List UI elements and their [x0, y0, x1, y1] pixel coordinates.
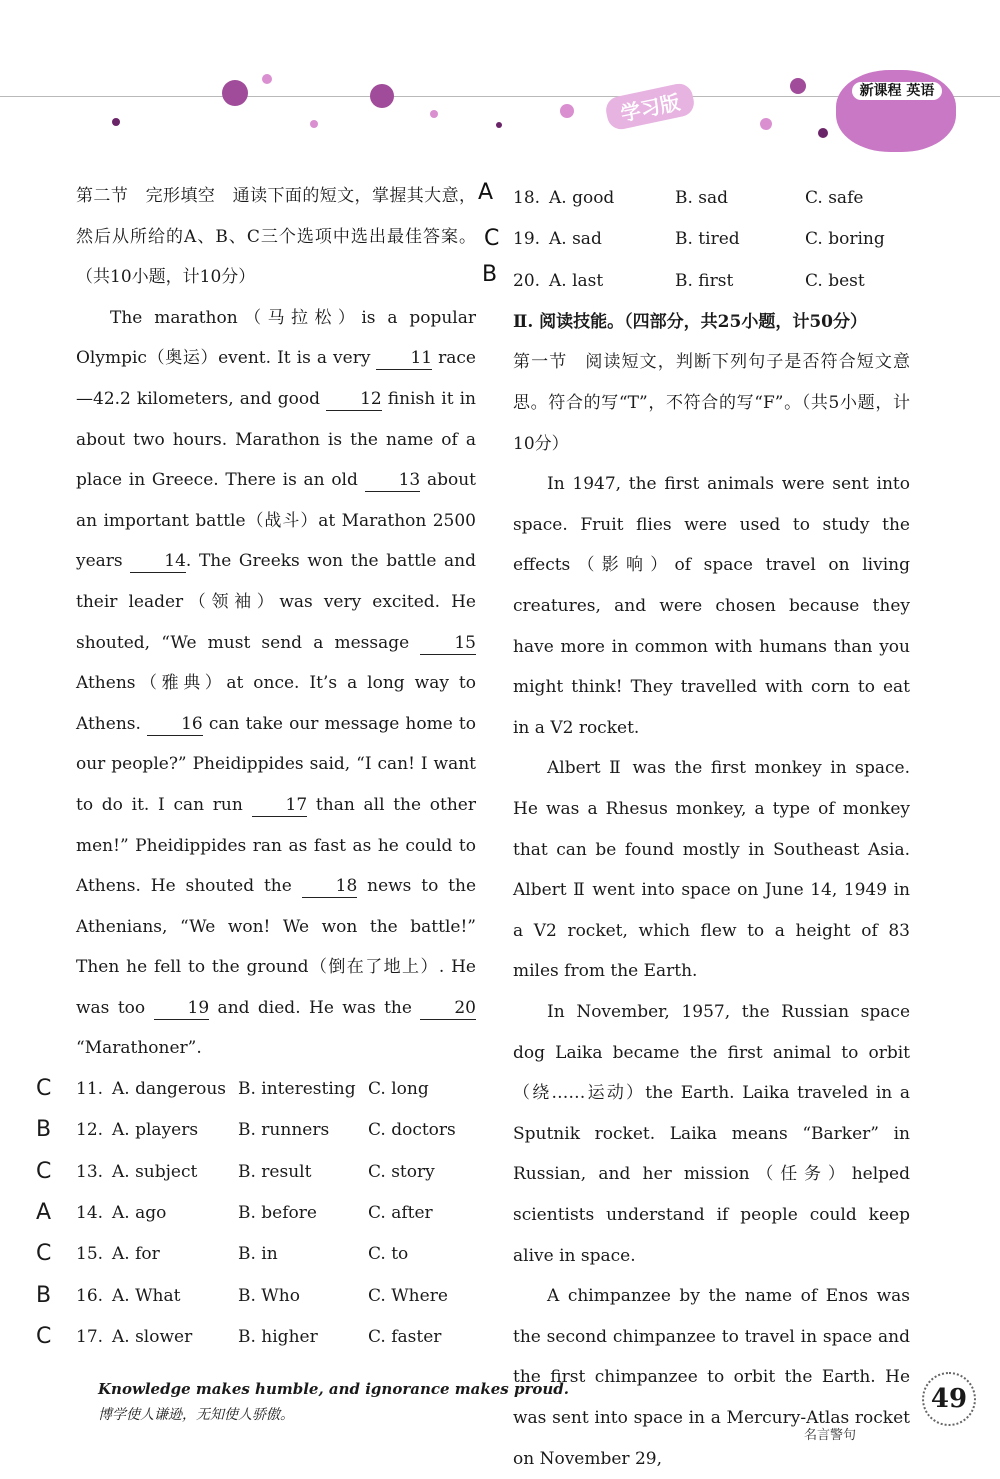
cloze-blank: 20: [420, 997, 476, 1020]
option-b: B. runners: [238, 1120, 330, 1141]
cloze-passage: [76, 298, 476, 1069]
option-a: A. players: [112, 1120, 199, 1141]
question-number: 17.: [76, 1326, 104, 1347]
question-number: 13.: [76, 1161, 104, 1182]
footer-quote-english: Knowledge makes humble, and ignorance makes proud.: [98, 1380, 569, 1398]
handwritten-answer: C: [36, 1323, 52, 1349]
question-row: [36, 1069, 476, 1110]
question-row: [36, 1276, 476, 1317]
left-column: [36, 176, 477, 1358]
option-b: B. Who: [238, 1285, 300, 1306]
decor-dot: [496, 122, 502, 128]
option-b: B. interesting: [238, 1079, 356, 1100]
decor-dot: [760, 118, 772, 130]
option-b: B. result: [238, 1161, 312, 1182]
passage-text: The marathon（马拉松）is a popular Olympic（奥运）event. It is a very: [76, 307, 476, 369]
decor-dot: [560, 104, 574, 118]
decor-dot: [370, 84, 394, 108]
cloze-blank: 15: [420, 632, 476, 655]
reading-section-title: 第一节 阅读短文，判断下列句子是否符合短文意思。符合的写“T”，不符合的写“F”。（共5小题，计10分）: [513, 352, 910, 454]
decor-dot: [222, 80, 248, 106]
question-row: [36, 1234, 476, 1275]
passage-text: finish it in about two hours. Marathon is the name of a place in Greece. There is an old: [76, 388, 477, 491]
question-row: [36, 1193, 476, 1234]
handwritten-answer: A: [36, 1199, 52, 1225]
option-b: B. tired: [675, 229, 740, 250]
question-number: 15.: [76, 1244, 104, 1265]
cloze-blank: 12: [326, 388, 382, 411]
option-b: B. sad: [675, 188, 729, 208]
handwritten-answer: A: [478, 180, 494, 205]
question-row: [513, 261, 910, 302]
footer-label: 名言警句: [804, 1428, 857, 1443]
passage-text: “Marathoner”.: [76, 1038, 202, 1059]
handwritten-answer: C: [36, 1158, 52, 1184]
option-a: A. sad: [549, 229, 602, 250]
option-c: C. story: [368, 1161, 435, 1182]
passage-text: can take our message home to our people?” Pheidippides said, “I can! I want to do it. I can run: [76, 713, 476, 815]
option-c: C. doctors: [368, 1120, 456, 1141]
option-b: B. before: [238, 1202, 317, 1223]
cloze-blank: 18: [302, 875, 358, 898]
reading-paragraph: A chimpanzee by the name of Enos was the second chimpanzee to travel in space and the first chimpanzee to orbit the Earth. He was sent into space in a Mercury-Atlas rocket on November 29,: [513, 1286, 910, 1469]
decor-dot: [818, 128, 828, 138]
reading-paragraph: Albert Ⅱ was the first monkey in space. He was a Rhesus monkey, a type of monkey that can be found mostly in Southeast Asia. Albert Ⅱ went into space on June 14, 1949 in a V2 rocket, which flew to a height of 83 miles from the Earth.: [513, 758, 910, 982]
option-c: C. boring: [805, 229, 885, 250]
cloze-blank: 19: [154, 997, 210, 1020]
question-row: [513, 219, 910, 260]
footer-quote-chinese: 博学使人谦逊，无知使人骄傲。: [98, 1407, 294, 1423]
cloze-blank: 13: [365, 469, 421, 492]
option-b: B. first: [675, 270, 734, 291]
question-row: [36, 1317, 476, 1358]
handwritten-answer: B: [36, 1117, 52, 1143]
option-c: C. after: [368, 1202, 433, 1223]
passage-text: and died. He was the: [209, 997, 421, 1018]
option-a: A. good: [549, 188, 615, 208]
question-number: 16.: [76, 1285, 104, 1306]
passage-text: race—42.2 kilometers, and good: [76, 348, 476, 409]
option-a: A. dangerous: [112, 1079, 227, 1100]
decor-dot: [790, 78, 806, 94]
question-row: [513, 178, 910, 219]
option-b: B. in: [238, 1244, 278, 1265]
cloze-blank: 14: [130, 550, 186, 573]
handwritten-answer: C: [36, 1241, 52, 1267]
option-c: C. to: [368, 1244, 409, 1265]
option-b: B. higher: [238, 1326, 318, 1347]
reading-passage: [513, 464, 910, 1479]
passage-text: . The Greeks won the battle and their leader（领袖）was very excited. He shouted, “We must send a message: [76, 551, 476, 653]
question-number: 14.: [76, 1202, 104, 1223]
cloze-options-list-continued: [513, 178, 910, 302]
option-a: A. for: [112, 1244, 160, 1265]
passage-text: than all the other men!” Pheidippides ran as fast as he could to Athens. He shouted the: [76, 794, 476, 897]
cloze-blank: 11: [376, 347, 432, 370]
decor-dot: [310, 120, 318, 128]
option-c: C. best: [805, 270, 865, 291]
decor-dot: [430, 110, 438, 118]
passage-text: news to the Athenians, “We won! We won the battle!” Then he fell to the ground（倒在了地上）. He was too: [76, 876, 477, 1018]
option-a: A. subject: [112, 1161, 198, 1182]
reading-paragraph: In 1947, the first animals were sent into space. Fruit flies were used to study the effects（影响）of space travel on living creatures, and were chosen because they have more in common with humans than you might think! They travelled with corn to eat in a V2 rocket.: [513, 474, 910, 738]
question-number: 11.: [76, 1079, 104, 1100]
right-column: [513, 178, 910, 1479]
cloze-section-title: 第二节 完形填空 通读下面的短文，掌握其大意，然后从所给的A、B、C三个选项中选出最佳答案。（共10小题，计10分）: [76, 186, 476, 288]
option-c: C. safe: [805, 188, 864, 208]
question-row: [36, 1110, 476, 1151]
handwritten-answer: C: [484, 226, 500, 251]
option-a: A. slower: [112, 1326, 193, 1347]
reading-part-heading: Ⅱ. 阅读技能。（四部分，共25小题，计50分）: [513, 311, 867, 332]
page-number: 49: [922, 1372, 976, 1426]
cloze-options-list: [36, 1069, 476, 1358]
reading-paragraph: In November, 1957, the Russian space dog Laika became the first animal to orbit（绕……运动）the Earth. Laika traveled in a Sputnik rocket. Laika means “Barker” in Russian, and her mission（任务）helped scientists understand if people could keep alive in space.: [513, 1001, 910, 1266]
question-number: 18.: [513, 188, 541, 208]
option-c: C. faster: [368, 1326, 442, 1347]
cloze-blank: 16: [147, 713, 203, 736]
option-a: A. What: [112, 1285, 181, 1306]
option-c: C. long: [368, 1079, 429, 1100]
question-row: [36, 1152, 476, 1193]
passage-text: Athens（雅典）at once. It’s a long way to Athens.: [76, 673, 476, 734]
brand-logo: 新课程 英语: [852, 82, 942, 100]
decor-dot: [112, 118, 120, 126]
handwritten-answer: C: [36, 1076, 52, 1102]
cloze-blank: 17: [252, 794, 308, 817]
decor-dot: [262, 74, 272, 84]
handwritten-answer: B: [36, 1282, 52, 1308]
option-c: C. Where: [368, 1285, 448, 1306]
question-number: 19.: [513, 229, 541, 250]
passage-text: about an important battle（战斗）at Marathon 2500 years: [76, 470, 477, 572]
option-a: A. ago: [112, 1202, 167, 1223]
edition-tag: 学习版: [604, 81, 697, 132]
page-header: [0, 0, 1000, 170]
question-number: 20.: [513, 270, 541, 291]
question-number: 12.: [76, 1120, 104, 1141]
handwritten-answer: B: [482, 262, 498, 287]
option-a: A. last: [549, 270, 604, 291]
